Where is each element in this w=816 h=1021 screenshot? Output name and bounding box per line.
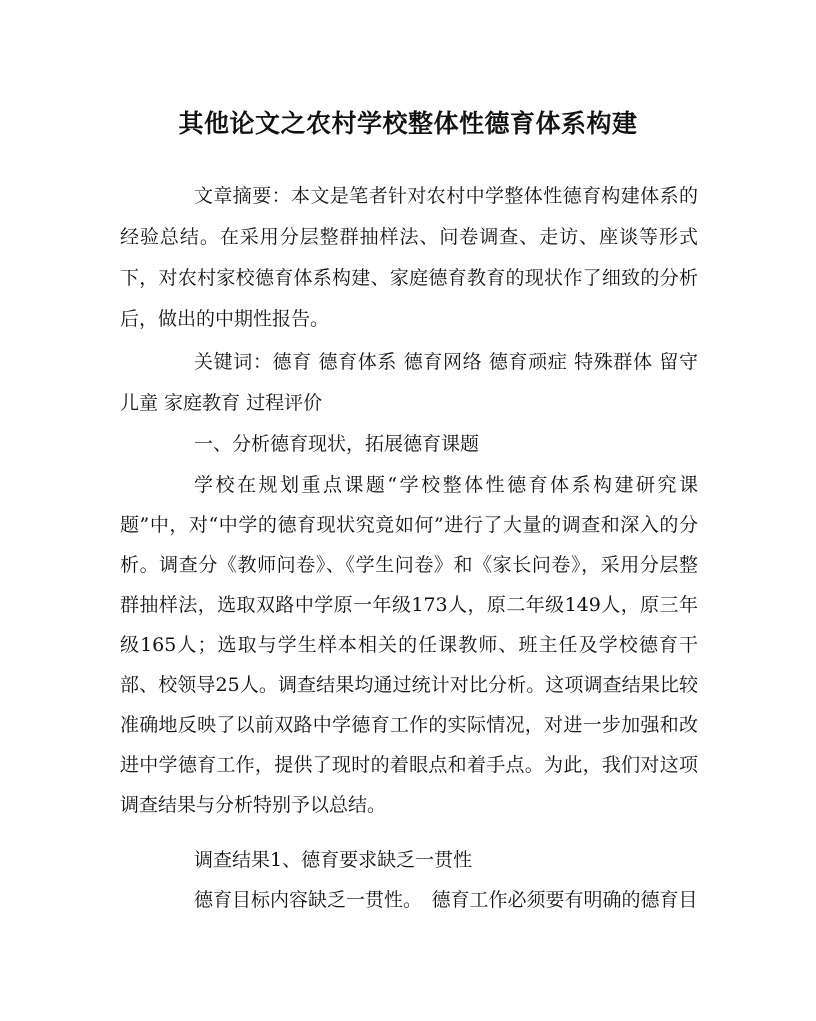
keywords-paragraph: 关键词：德育 德育体系 德育网络 德育顽症 特殊群体 留守儿童 家庭教育 过程评价 [120, 351, 698, 414]
abstract-paragraph: 文章摘要：本文是笔者针对农村中学整体性德育构建体系的经验总结。在采用分层整群抽样法、问卷调查、走访、座谈等形式下，对农村家校德育体系构建、家庭德育教育的现状作了细致的分析后，做出的中期性报告。 [120, 185, 698, 330]
survey-paragraph: 学校在规划重点课题“学校整体性德育体系构建研究课题”中，对“中学的德育现状究竟如何”进行了大量的调查和深入的分析。调查分《教师问卷》、《学生问卷》和《家长问卷》，采用分层整群抽样法，选取双路中学原一年级173人，原二年级149人，原三年级165人；选取与学生样本相关的任课教师、班主任及学校德育干部、校领导25人。调查结果均通过统计对比分析。这项调查结果比较准确地反映了以前双路中学德育工作的实际情况，对进一步加强和改进中学德育工作，提供了现时的着眼点和着手点。为此，我们对这项调查结果与分析特别予以总结。 [120, 474, 698, 816]
document-body-result [120, 840, 698, 881]
document-body-keywords [120, 342, 698, 424]
result-heading: 调查结果1、德育要求缺乏一贯性 [194, 849, 473, 871]
document-body [120, 176, 698, 340]
document-body-main [120, 465, 698, 825]
final-paragraph: 德育目标内容缺乏一贯性。 德育工作必须要有明确的德育目 [194, 889, 698, 911]
document-title: 其他论文之农村学校整体性德育体系构建 [178, 109, 638, 138]
section-heading: 一、分析德育现状，拓展德育课题 [194, 433, 480, 455]
document-body-last [120, 880, 698, 921]
document-body-heading [120, 424, 698, 465]
